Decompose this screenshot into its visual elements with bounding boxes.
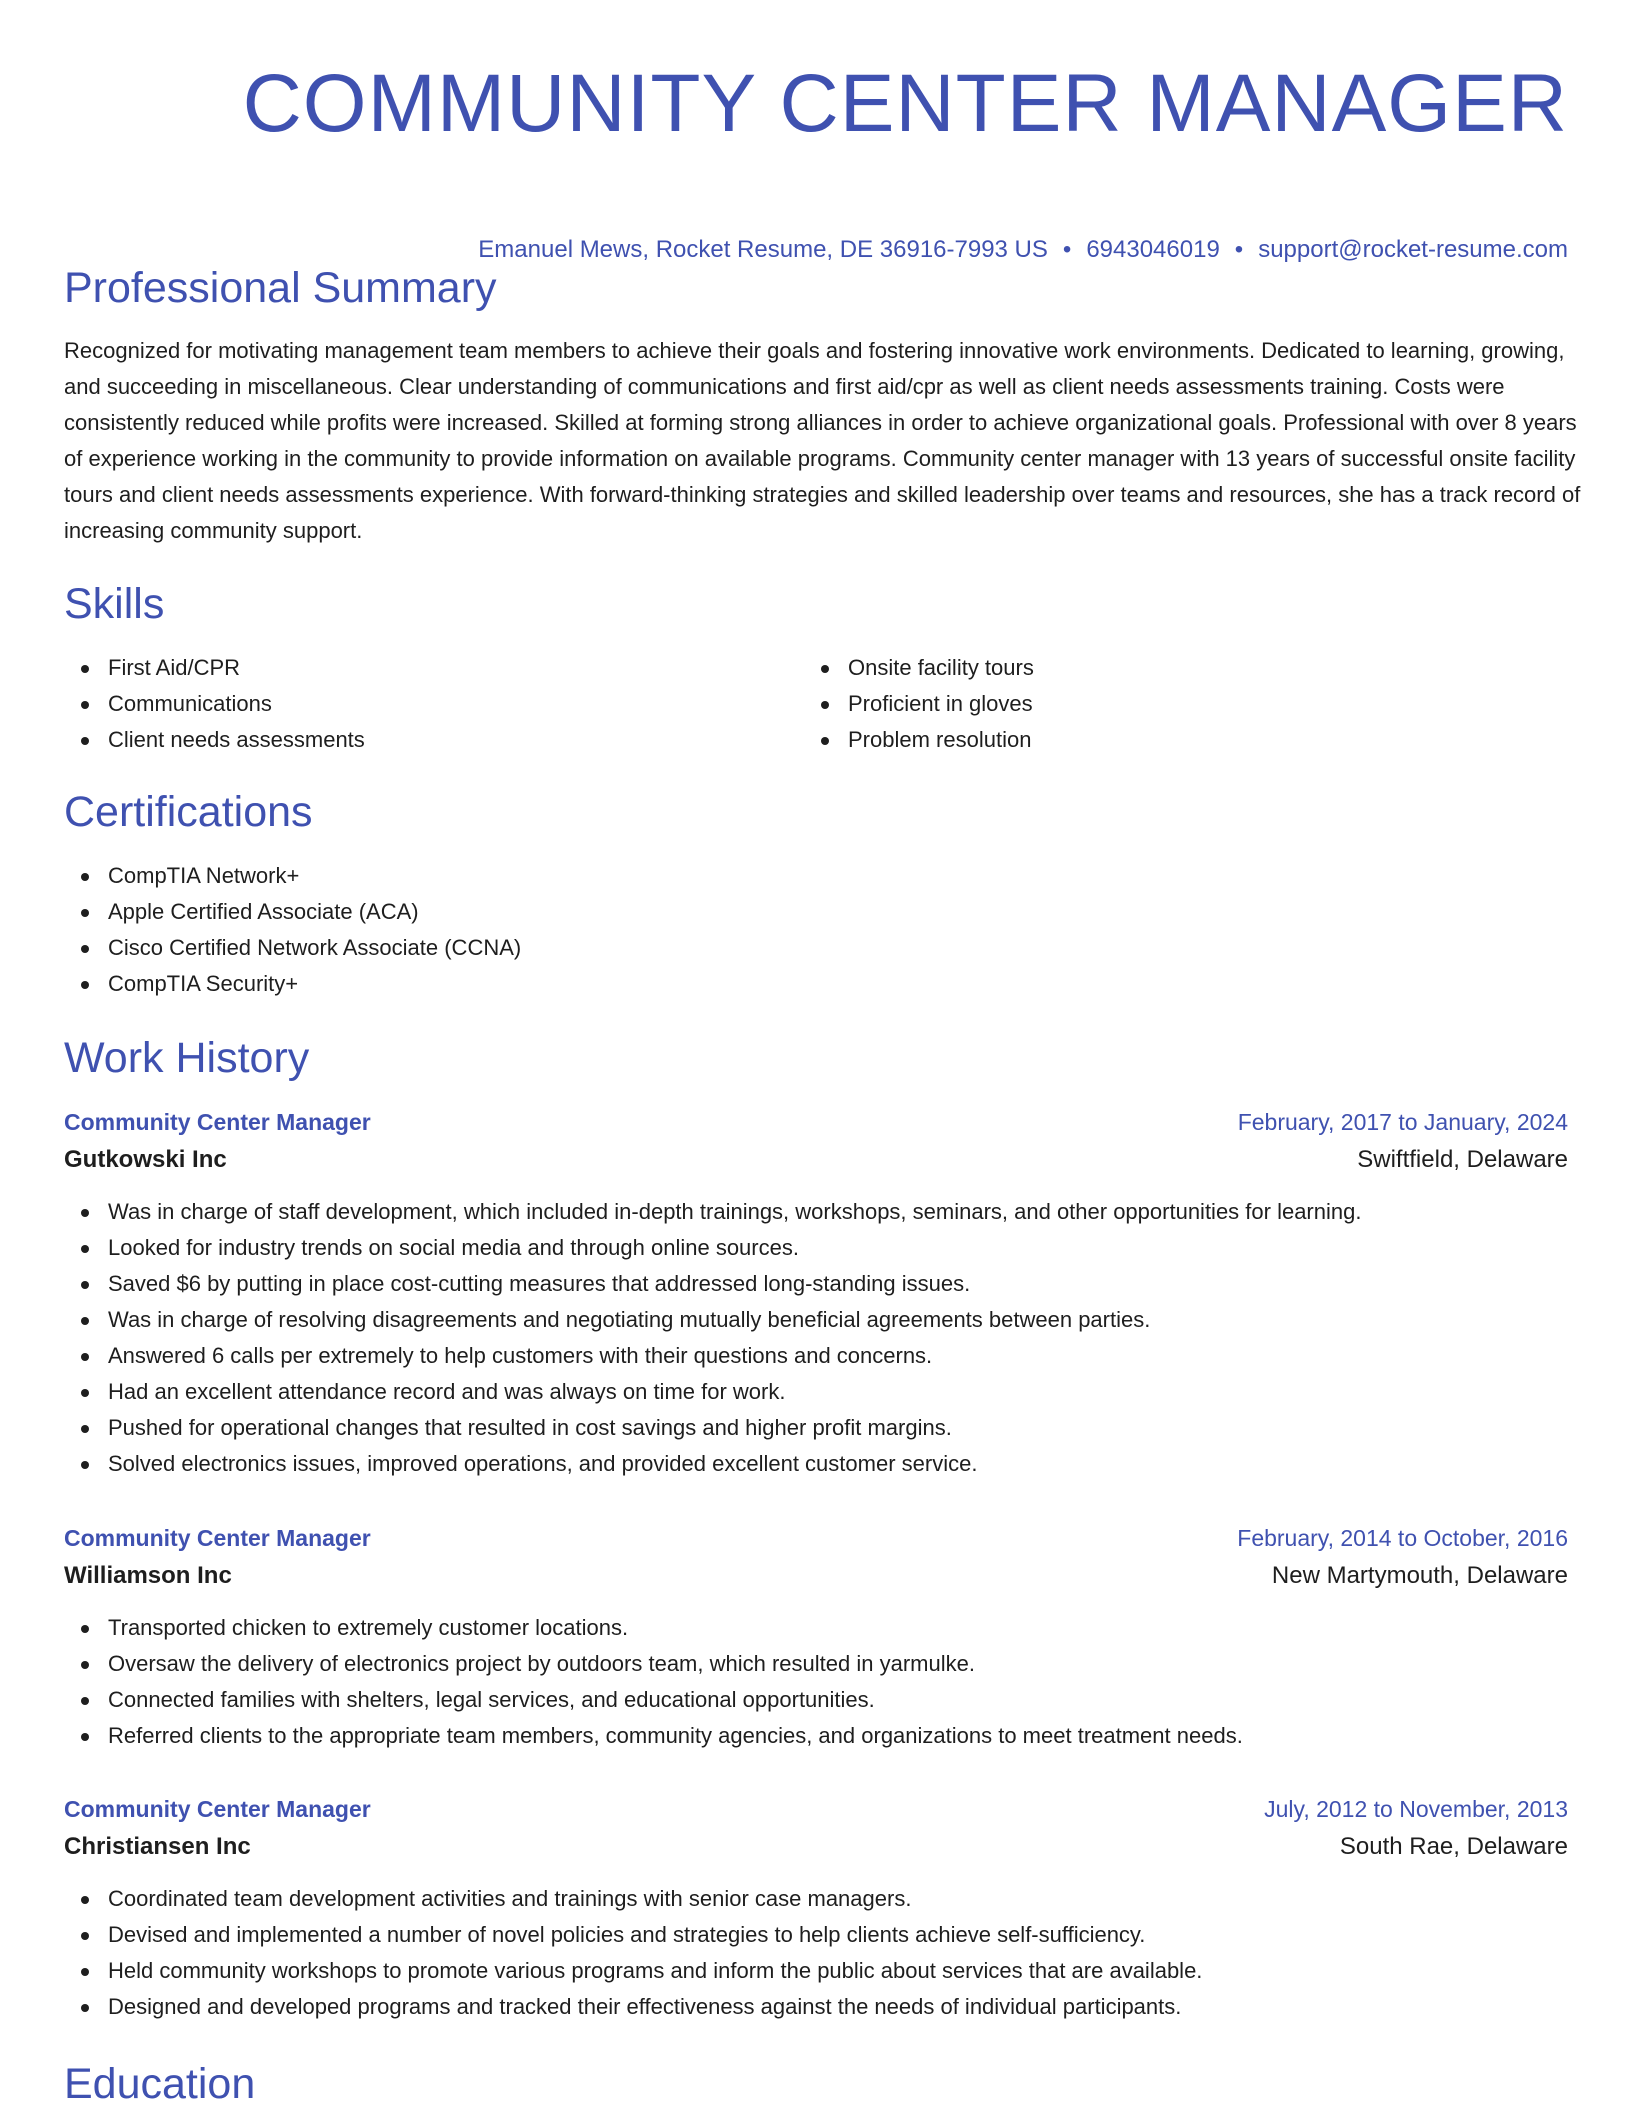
job-entry (64, 1520, 1568, 1754)
job-bullet: Devised and implemented a number of novel policies and strategies to help clients achieve self-sufficiency. (64, 1917, 1568, 1953)
job-bullet: Transported chicken to extremely customer locations. (64, 1610, 1568, 1646)
certifications-list (64, 858, 1568, 1002)
skills-heading: Skills (64, 580, 165, 628)
skill-item: Onsite facility tours (804, 650, 1544, 686)
work-history-heading: Work History (64, 1034, 310, 1082)
contact-phone: 6943046019 (1086, 236, 1220, 263)
job-title: Community Center Manager (64, 1525, 371, 1551)
job-company-row (64, 1556, 1568, 1596)
job-title: Community Center Manager (64, 1796, 371, 1822)
job-bullet: Oversaw the delivery of electronics project by outdoors team, which resulted in yarmulke. (64, 1646, 1568, 1682)
certification-item: Cisco Certified Network Associate (CCNA) (64, 930, 1568, 966)
job-bullet: Referred clients to the appropriate team members, community agencies, and organizations to meet treatment needs. (64, 1718, 1568, 1754)
job-bullet: Coordinated team development activities and trainings with senior case managers. (64, 1881, 1568, 1917)
job-bullet: Looked for industry trends on social media and through online sources. (64, 1230, 1568, 1266)
job-bullet: Pushed for operational changes that resulted in cost savings and higher profit margins. (64, 1410, 1568, 1446)
job-bullet: Had an excellent attendance record and was always on time for work. (64, 1374, 1568, 1410)
job-bullet: Saved $6 by putting in place cost-cutting measures that addressed long-standing issues. (64, 1266, 1568, 1302)
skill-item: Proficient in gloves (804, 686, 1544, 722)
job-bullet: Was in charge of resolving disagreements and negotiating mutually beneficial agreements between parties. (64, 1302, 1568, 1338)
job-bullet: Designed and developed programs and tracked their effectiveness against the needs of individual participants. (64, 1989, 1568, 2025)
contact-address: Emanuel Mews, Rocket Resume, DE 36916-7993 US (478, 236, 1048, 263)
skills-column-left (64, 650, 804, 758)
contact-email: support@rocket-resume.com (1258, 236, 1568, 263)
job-bullet: Connected families with shelters, legal services, and educational opportunities. (64, 1682, 1568, 1718)
job-bullet: Solved electronics issues, improved operations, and provided excellent customer service. (64, 1446, 1568, 1482)
certification-item: CompTIA Network+ (64, 858, 1568, 894)
skill-item: Client needs assessments (64, 722, 804, 758)
summary-heading: Professional Summary (64, 264, 497, 312)
skill-item: Problem resolution (804, 722, 1544, 758)
skills-column-right (804, 650, 1544, 758)
summary-paragraph: Recognized for motivating management team members to achieve their goals and fostering innovative work environments. Dedicated to learning, growing, and succeeding in miscellaneous. Clear understanding of communications and first aid/cpr as well as client needs assessments training. Costs were consistently reduced while profits were increased. Skilled at forming strong alliances in order to achieve organizational goals. Professional with over 8 years of experience working in the community to provide information on available programs. Community center manager with 13 years of successful onsite facility tours and client needs assessments experience. With forward-thinking strategies and skilled leadership over teams and resources, she has a track record of increasing community support. (64, 338, 1581, 543)
job-dates: July, 2012 to November, 2013 (1264, 1796, 1568, 1822)
resume-title: COMMUNITY CENTER MANAGER (242, 58, 1568, 149)
certifications-heading: Certifications (64, 788, 313, 836)
job-bullets (64, 1881, 1568, 2025)
contact-separator: • (1234, 236, 1244, 263)
job-company: Christiansen Inc (64, 1833, 251, 1860)
job-dates: February, 2014 to October, 2016 (1237, 1525, 1568, 1551)
job-header-row (64, 1791, 1568, 1827)
job-header-row (64, 1520, 1568, 1556)
job-entry (64, 1104, 1568, 1482)
certification-item: CompTIA Security+ (64, 966, 1568, 1002)
job-location: New Martymouth, Delaware (1271, 1562, 1568, 1589)
job-entry (64, 1791, 1568, 2025)
job-company: Gutkowski Inc (64, 1146, 227, 1173)
job-company: Williamson Inc (64, 1562, 232, 1589)
job-bullet: Answered 6 calls per extremely to help customers with their questions and concerns. (64, 1338, 1568, 1374)
skills-list-left (64, 650, 804, 758)
job-bullets (64, 1194, 1568, 1482)
skills-columns (64, 650, 1568, 758)
job-bullet: Held community workshops to promote various programs and inform the public about services that are available. (64, 1953, 1568, 1989)
skill-item: First Aid/CPR (64, 650, 804, 686)
job-header-row (64, 1104, 1568, 1140)
certification-item: Apple Certified Associate (ACA) (64, 894, 1568, 930)
job-bullets (64, 1610, 1568, 1754)
job-title: Community Center Manager (64, 1109, 371, 1135)
job-company-row (64, 1827, 1568, 1867)
job-company-row (64, 1140, 1568, 1180)
education-heading: Education (64, 2060, 256, 2108)
skills-list-right (804, 650, 1544, 758)
job-dates: February, 2017 to January, 2024 (1237, 1109, 1568, 1135)
job-location: Swiftfield, Delaware (1357, 1146, 1568, 1173)
contact-separator: • (1062, 236, 1072, 263)
job-bullet: Was in charge of staff development, which included in-depth trainings, workshops, seminars, and other opportunities for learning. (64, 1194, 1568, 1230)
job-location: South Rae, Delaware (1339, 1833, 1568, 1860)
skill-item: Communications (64, 686, 804, 722)
